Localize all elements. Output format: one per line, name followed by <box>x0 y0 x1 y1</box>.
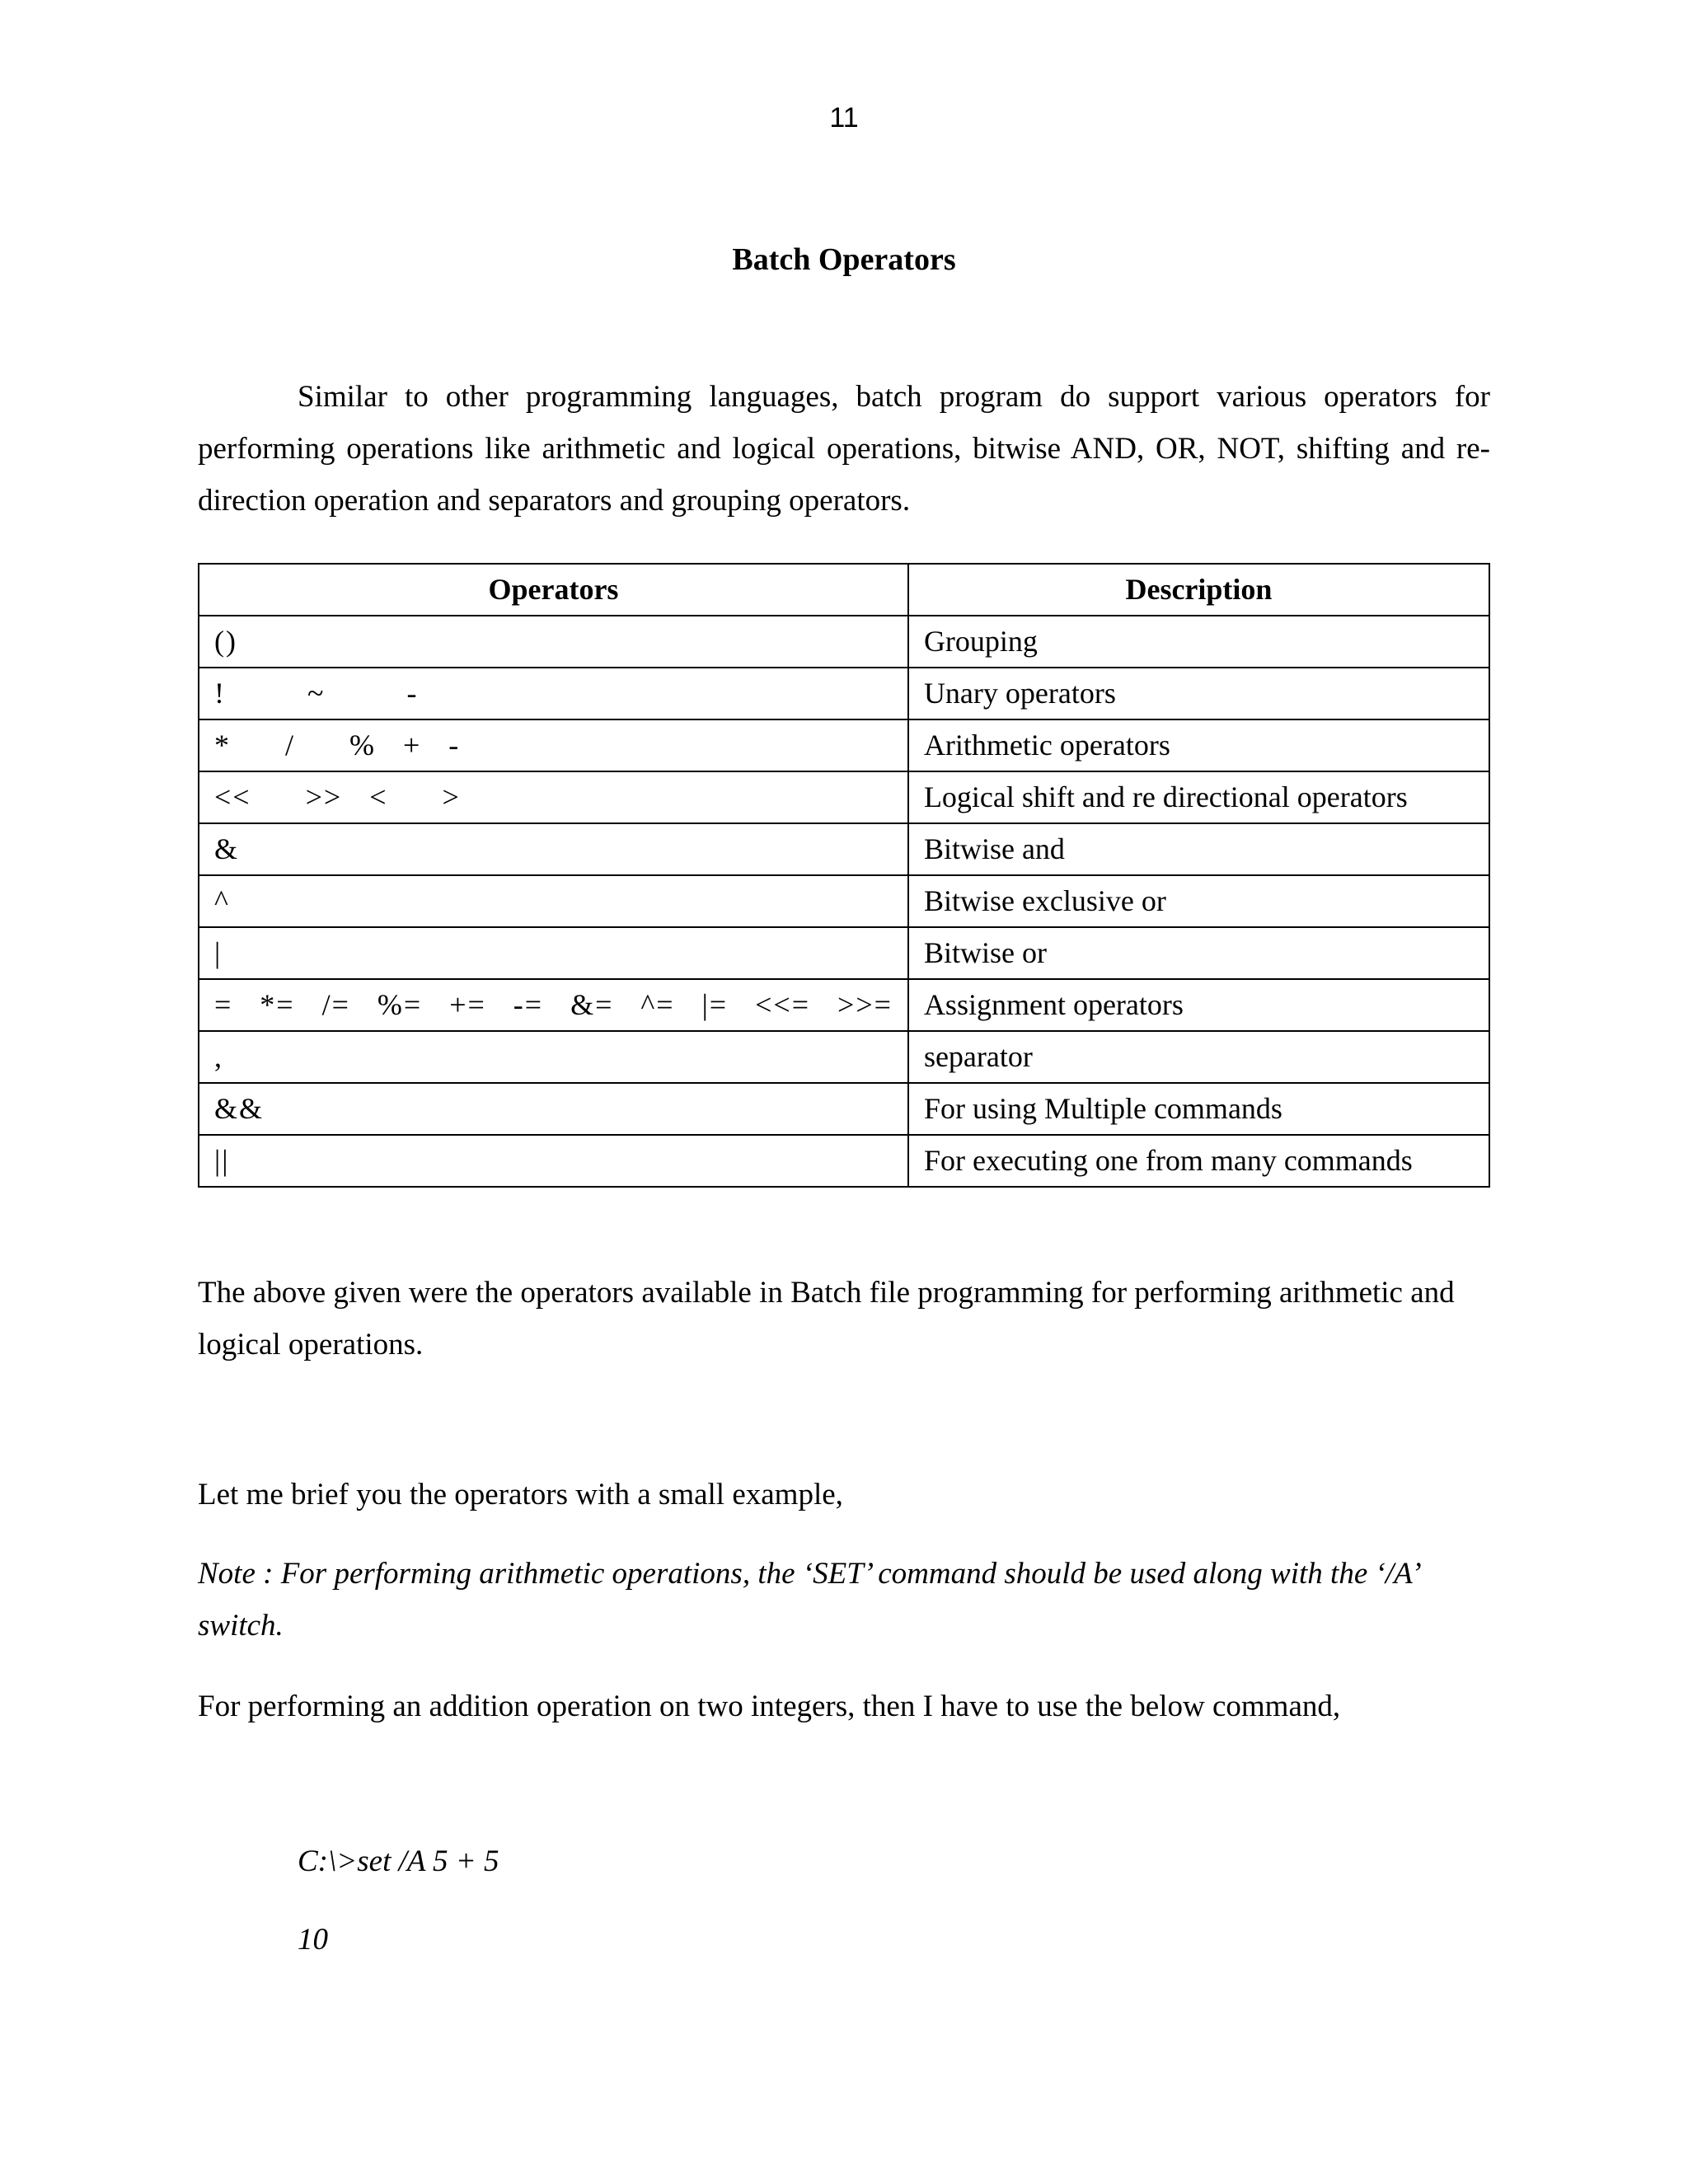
description-cell: Arithmetic operators <box>908 719 1489 771</box>
operator-cell: () <box>199 616 908 668</box>
operator-cell: , <box>199 1031 908 1083</box>
description-cell: Bitwise or <box>908 927 1489 979</box>
header-operators: Operators <box>199 564 908 616</box>
operator-cell: | <box>199 927 908 979</box>
table-row <box>199 823 1489 875</box>
description-cell: Unary operators <box>908 668 1489 719</box>
table-row <box>199 1135 1489 1187</box>
table-row <box>199 771 1489 823</box>
operator-cell: && <box>199 1083 908 1135</box>
description-cell: Bitwise and <box>908 823 1489 875</box>
description-cell: Assignment operators <box>908 979 1489 1031</box>
description-cell: Grouping <box>908 616 1489 668</box>
table-row <box>199 1083 1489 1135</box>
operator-cell: & <box>199 823 908 875</box>
page-title: Batch Operators <box>732 242 956 277</box>
description-cell: For using Multiple commands <box>908 1083 1489 1135</box>
table-row <box>199 927 1489 979</box>
table-row <box>199 1031 1489 1083</box>
table-row <box>199 668 1489 719</box>
brief-paragraph: Let me brief you the operators with a small example, <box>198 1478 843 1511</box>
page-number: 11 <box>829 102 859 134</box>
code-command: C:\>set /A 5 + 5 <box>298 1844 499 1878</box>
header-description: Description <box>908 564 1489 616</box>
after-table-paragraph: The above given were the operators available in Batch file programming for performing arithmetic and logical operations. <box>198 1276 1455 1361</box>
operator-cell: || <box>199 1135 908 1187</box>
operator-cell: ! ~ - <box>199 668 908 719</box>
description-cell: Bitwise exclusive or <box>908 875 1489 927</box>
description-cell: Logical shift and re directional operators <box>908 771 1489 823</box>
table-row <box>199 979 1489 1031</box>
intro-paragraph: Similar to other programming languages, batch program do support various operators for performing operations like arithmetic and logical operations, bitwise AND, OR, NOT, shifting and re-direction operation and separators and grouping operators. <box>198 380 1490 518</box>
table-row <box>199 616 1489 668</box>
operator-cell: * / % + - <box>199 719 908 771</box>
operator-cell: << >> < > <box>199 771 908 823</box>
table-header-row <box>199 564 1489 616</box>
description-cell: separator <box>908 1031 1489 1083</box>
operator-cell: = *= /= %= += -= &= ^= |= <<= >>= <box>199 979 908 1031</box>
table-row <box>199 875 1489 927</box>
addition-intro-paragraph: For performing an addition operation on two integers, then I have to use the below command, <box>198 1690 1341 1723</box>
note-paragraph: Note : For performing arithmetic operations, the ‘SET’ command should be used along with the ‘/A’ switch. <box>198 1557 1418 1643</box>
description-cell: For executing one from many commands <box>908 1135 1489 1187</box>
table-row <box>199 719 1489 771</box>
code-output: 10 <box>298 1923 328 1957</box>
operators-table <box>198 563 1490 1188</box>
operator-cell: ^ <box>199 875 908 927</box>
